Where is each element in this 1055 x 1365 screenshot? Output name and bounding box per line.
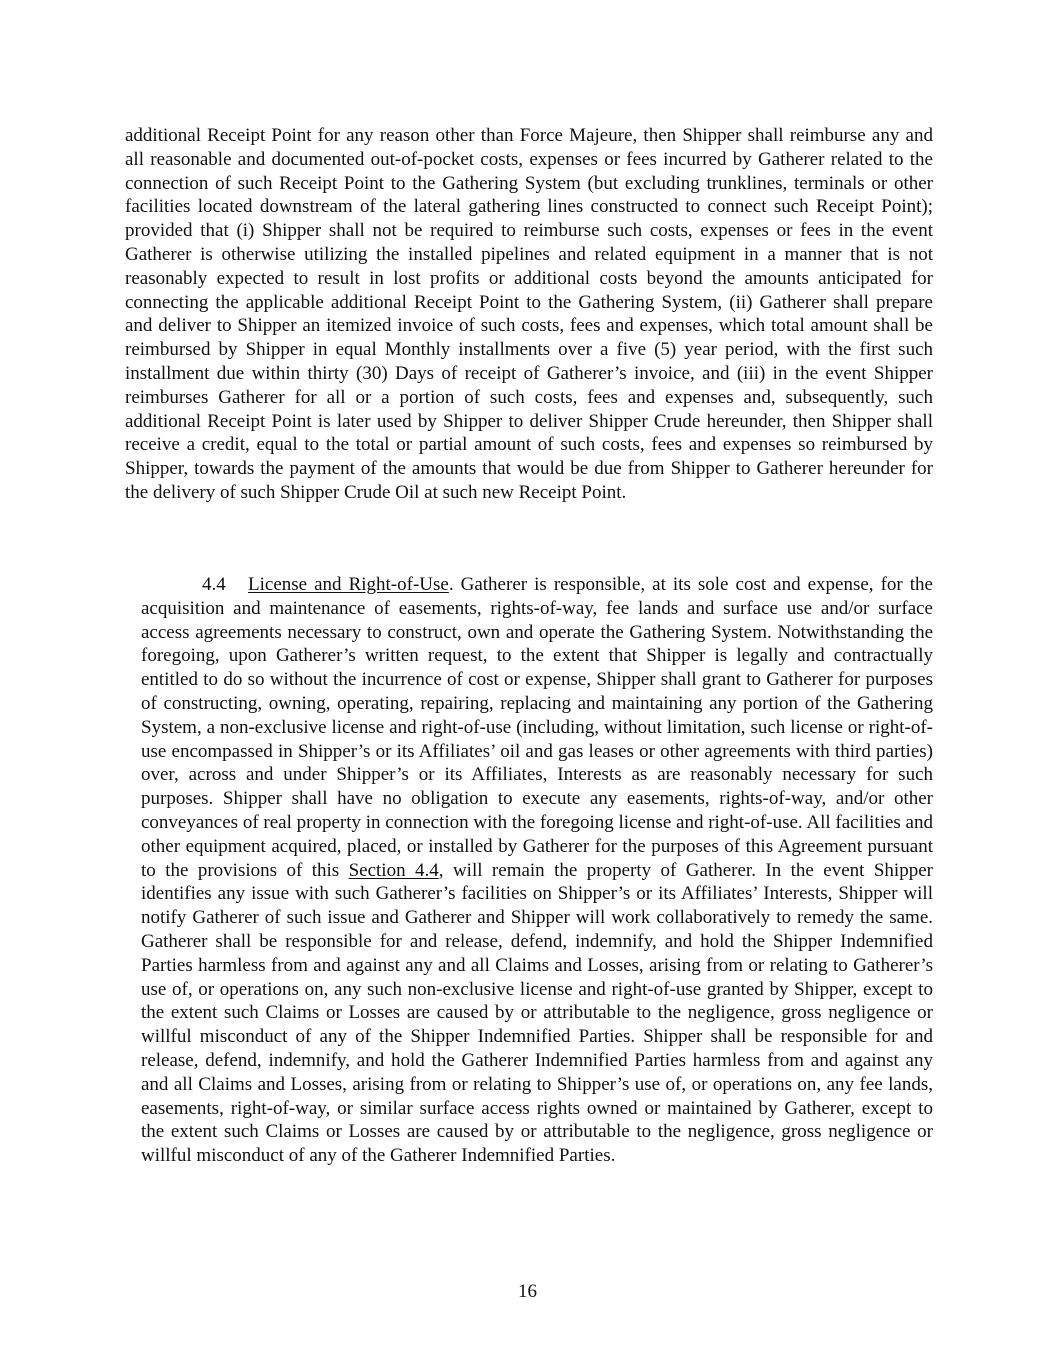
page-number: 16 — [518, 1281, 537, 1302]
section-4-4-paragraph — [141, 573, 933, 1168]
section-number: 4.4 — [202, 574, 226, 595]
section-cross-reference: Section 4.4 — [348, 859, 439, 881]
section-heading-period: . — [448, 574, 454, 595]
section-heading: License and Right-of-Use — [248, 574, 449, 595]
section-body-text-part-1: Gatherer is responsible, at its sole cost and expense, for the acquisition and maintenance of easements, rights-of-way, fee lands and surface use and/or surface access agreements necessary to construct, own and operate the Gathering System. Notwithstanding the foregoing, upon Gatherer’s written request, to the extent that Shipper is legally and contractually entitled to do so without the incurrence of cost or expense, Shipper shall grant to Gatherer for purposes of constructing, owning, operating, repairing, replacing and maintaining any portion of the Gathering System, a non-exclusive license and right-of-use (including, without limitation, such license or right-of-use encompassed in Shipper’s or its Affiliates’ oil and gas leases or other agreements with third parties) over, across and under Shipper’s or its Affiliates, Interests as are reasonably necessary for such purposes. Shipper shall have no obligation to execute any easements, rights-of-way, and/or other conveyances of real property in connection with the foregoing license and right-of-use. All facilities and other equipment acquired, placed, or installed by Gatherer for the purposes of this Agreement pursuant to the provisions of this — [141, 574, 933, 881]
paragraph-receipt-point-reimbursement: additional Receipt Point for any reason other than Force Majeure, then Shipper shall reimburse any and all reasonable and documented out-of-pocket costs, expenses or fees incurred by Gatherer related to the connection of such Receipt Point to the Gathering System (but excluding trunklines, terminals or other facilities located downstream of the lateral gathering lines constructed to connect such Receipt Point); provided that (i) Shipper shall not be required to reimburse such costs, expenses or fees in the event Gatherer is otherwise utilizing the installed pipelines and related equipment in a manner that is not reasonably expected to result in lost profits or additional costs beyond the amounts anticipated for connecting the applicable additional Receipt Point to the Gathering System, (ii) Gatherer shall prepare and deliver to Shipper an itemized invoice of such costs, fees and expenses, which total amount shall be reimbursed by Shipper in equal Monthly installments over a five (5) year period, with the first such installment due within thirty (30) Days of receipt of Gatherer’s invoice, and (iii) in the event Shipper reimburses Gatherer for all or a portion of such costs, fees and expenses and, subsequently, such additional Receipt Point is later used by Shipper to deliver Shipper Crude hereunder, then Shipper shall receive a credit, equal to the total or partial amount of such costs, fees and expenses so reimbursed by Shipper, towards the payment of the amounts that would be due from Shipper to Gatherer hereunder for the delivery of such Shipper Crude Oil at such new Receipt Point. — [125, 125, 933, 503]
section-body-text-part-2: , will remain the property of Gatherer. In the event Shipper identifies any issue with such Gatherer’s facilities on Shipper’s or its Affiliates’ Interests, Shipper will notify Gatherer of such issue and Gatherer and Shipper will work collaboratively to remedy the same. Gatherer shall be responsible for and release, defend, indemnify, and hold the Shipper Indemnified Parties harmless from and against any and all Claims and Losses, arising from or relating to Gatherer’s use of, or operations on, any such non-exclusive license and right-of-use granted by Shipper, except to the extent such Claims or Losses are caused by or attributable to the negligence, gross negligence or willful misconduct of any of the Shipper Indemnified Parties. Shipper shall be responsible for and release, defend, indemnify, and hold the Gatherer Indemnified Parties harmless from and against any and all Claims and Losses, arising from or relating to Shipper’s use of, or operations on, any fee lands, easements, right-of-way, or similar surface access rights owned or maintained by Gatherer, except to the extent such Claims or Losses are caused by or attributable to the negligence, gross negligence or willful misconduct of any of the Gatherer Indemnified Parties. — [141, 859, 933, 1167]
